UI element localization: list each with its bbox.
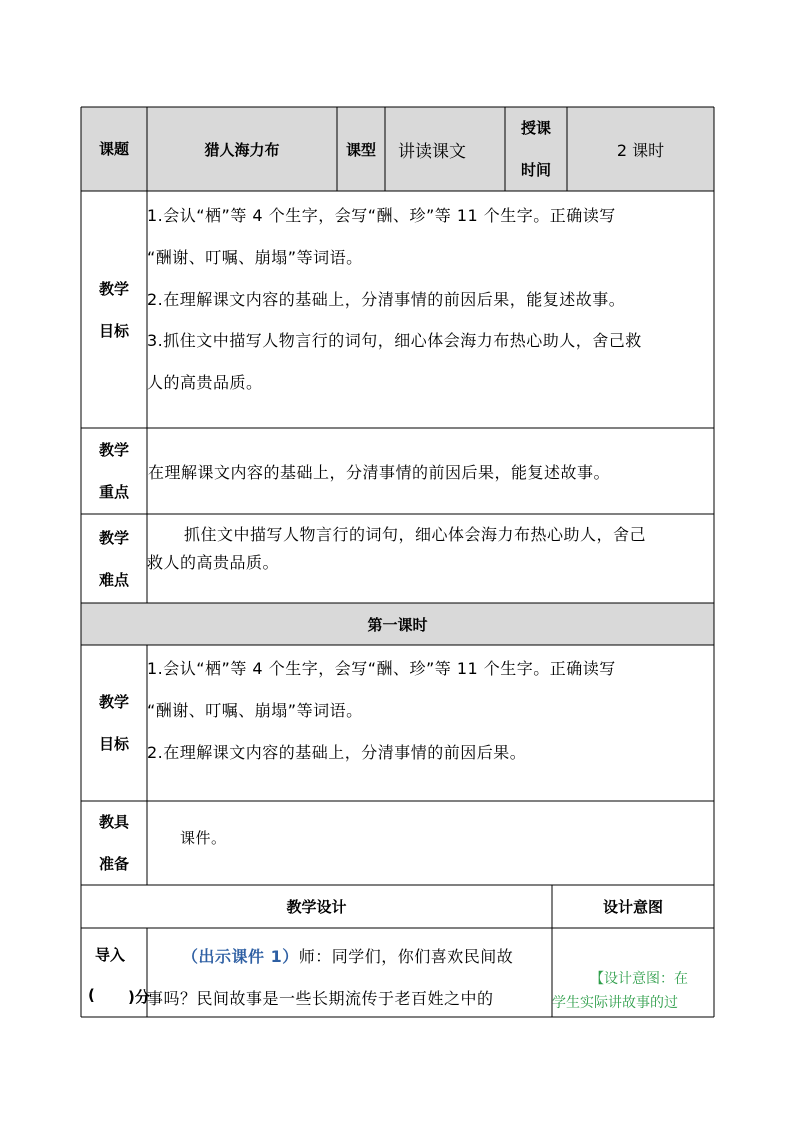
difficulty-line: 救人的高贵品质。	[147, 553, 280, 572]
intro-label: 导入	[95, 946, 126, 964]
label-materials: 教具 准备	[98, 813, 129, 873]
intro-minutes-close: )分	[128, 988, 150, 1006]
difficulty-line: 抓住文中描写人物言行的词句，细心体会海力布热心助人，舍己	[184, 525, 647, 544]
intro-line: 事吗？民间故事是一些长期流传于老百姓之中的	[147, 989, 494, 1008]
label-lesson-type: 课型	[337, 107, 385, 191]
label-difficulties: 教学 难点	[98, 528, 129, 589]
intent-line: 学生实际讲故事的过	[552, 995, 678, 1011]
lesson1-objective-line: 2.在理解课文内容的基础上，分清事情的前因后果。	[147, 743, 527, 762]
teaching-time: 2 课时	[567, 107, 714, 191]
objective-line: 人的高贵品质。	[147, 373, 263, 392]
header-design-intent: 设计意图	[602, 898, 663, 916]
objectives-content	[147, 191, 714, 428]
intro-minutes-open: (	[88, 986, 95, 1004]
label-lesson1-objectives: 教学 目标	[98, 693, 129, 753]
header-teaching-design: 教学设计	[286, 898, 347, 916]
intent-content	[552, 928, 714, 1017]
intro-label-cell	[81, 928, 150, 1017]
objective-line: “酬谢、叮嘱、崩塌”等词语。	[147, 248, 363, 267]
key-points-content: 在理解课文内容的基础上，分清事情的前因后果，能复述故事。	[148, 462, 611, 482]
first-lesson-title: 第一课时	[81, 603, 714, 645]
lesson-title: 猎人海力布	[147, 107, 337, 191]
objective-line: 1.会认“栖”等 4 个生字，会写“酬、珍”等 11 个生字。正确读写	[147, 206, 616, 225]
intent-line: 【设计意图：在	[590, 971, 688, 987]
lesson1-objectives-content	[147, 645, 714, 801]
courseware-reference: （出示课件 1）	[182, 947, 299, 966]
lesson1-objective-line: 1.会认“栖”等 4 个生字，会写“酬、珍”等 11 个生字。正确读写	[147, 659, 616, 678]
lesson1-objective-line: “酬谢、叮嘱、崩塌”等词语。	[147, 701, 363, 720]
objective-line: 2.在理解课文内容的基础上，分清事情的前因后果，能复述故事。	[147, 290, 626, 309]
label-teaching-time: 授课 时间	[505, 107, 567, 191]
intro-content	[147, 928, 552, 1017]
label-subject: 课题	[81, 107, 147, 191]
intro-line: （出示课件 1）师：同学们，你们喜欢民间故	[182, 947, 514, 966]
label-key-points: 教学 重点	[98, 441, 129, 501]
label-objectives: 教学 目标	[98, 279, 129, 340]
objective-line: 3.抓住文中描写人物言行的词句，细心体会海力布热心助人，舍己救	[147, 331, 642, 350]
lesson-type: 讲读课文	[385, 107, 505, 191]
materials-content: 课件。	[180, 828, 227, 847]
difficulties-content	[147, 514, 714, 603]
